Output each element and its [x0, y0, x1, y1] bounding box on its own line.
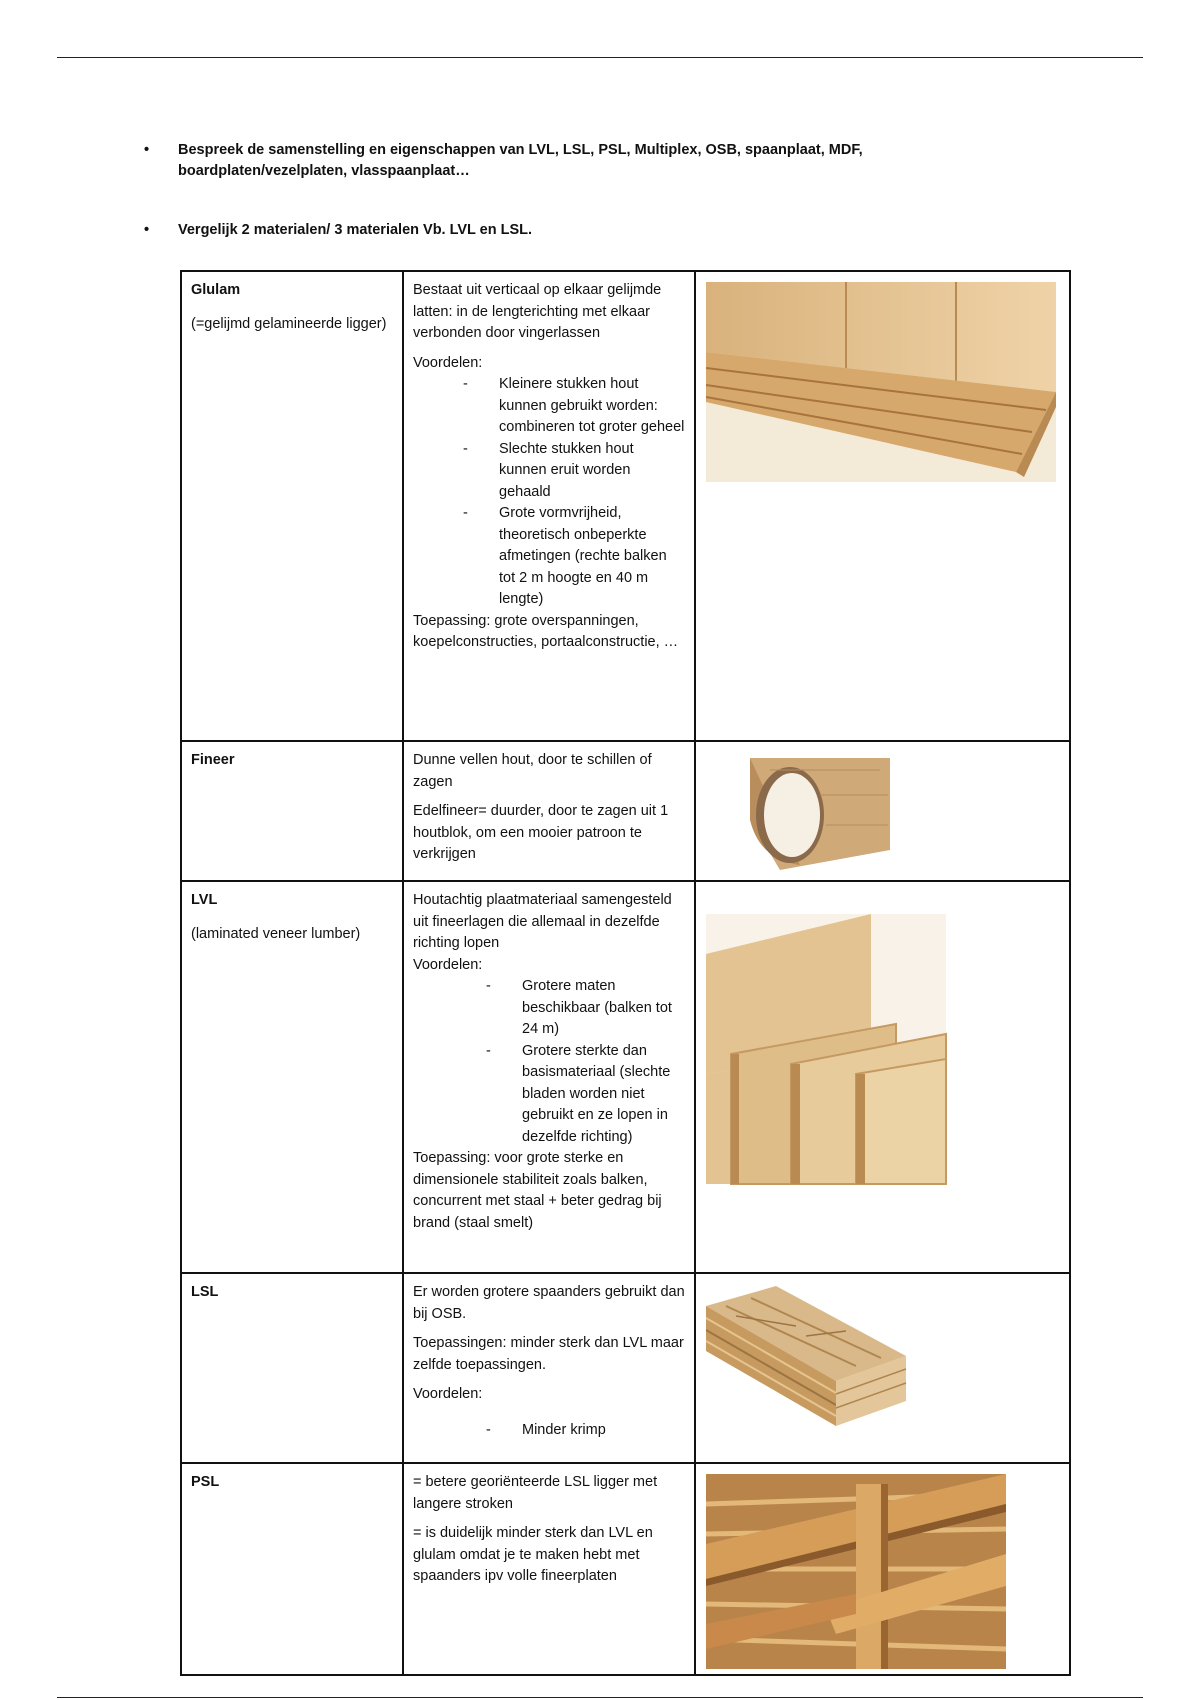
material-name-cell	[181, 271, 403, 741]
lvl-boards-image	[706, 914, 956, 1194]
advantage-item: - Grotere sterkte dan basismateriaal (slechte bladen worden niet gebruikt en ze lopen in dezelfde richting)	[413, 1041, 685, 1149]
application-text: Toepassing: voor grote sterke en dimensionele stabiliteit zoals balken, concurrent met staal + beter gedrag bij brand (staal smelt)	[413, 1150, 662, 1231]
material-subtitle: (laminated veneer lumber)	[191, 925, 361, 942]
material-description-extra: Toepassingen: minder sterk dan LVL maar zelfde toepassingen.	[413, 1335, 684, 1373]
material-description: Dunne vellen hout, door te schillen of zagen	[413, 752, 652, 790]
table-row-psl	[181, 1463, 1070, 1675]
advantages-list	[413, 976, 685, 1148]
material-image-cell	[695, 741, 1070, 881]
material-name: PSL	[191, 1474, 220, 1490]
advantage-item: - Grotere maten beschikbaar (balken tot 24 m)	[413, 976, 685, 1041]
material-description: Houtachtig plaatmateriaal samengesteld uit fineerlagen die allemaal in dezelfde richting lopen	[413, 892, 672, 951]
advantages-label: Voordelen:	[413, 1386, 483, 1402]
table-row-fineer	[181, 741, 1070, 881]
material-description-extra: = is duidelijk minder sterk dan LVL en glulam omdat je te maken hebt met spaanders ipv volle fineerplaten	[413, 1525, 653, 1584]
bullet-icon: •	[144, 222, 150, 238]
table-row-glulam	[181, 271, 1070, 741]
advantages-list	[413, 374, 685, 611]
material-name-cell	[181, 1463, 403, 1675]
bullet-item	[140, 220, 960, 241]
application-text: Toepassing: grote overspanningen, koepelconstructies, portaalconstructie, …	[413, 612, 679, 650]
header-rule	[57, 57, 1143, 58]
material-name-cell	[181, 1273, 403, 1463]
material-description-cell	[403, 1273, 695, 1463]
material-description: = betere georiënteerde LSL ligger met langere stroken	[413, 1474, 658, 1512]
footer-rule	[57, 1697, 1143, 1698]
glulam-beam-image	[706, 282, 1066, 492]
material-image-cell	[695, 1273, 1070, 1463]
bullet-icon: •	[144, 142, 150, 158]
material-description-cell	[403, 1463, 695, 1675]
advantage-item: - Minder krimp	[413, 1420, 685, 1442]
advantages-list	[413, 1420, 685, 1442]
material-description-cell	[403, 271, 695, 741]
material-name: LVL	[191, 892, 218, 908]
material-description-cell	[403, 741, 695, 881]
advantage-item: - Grote vormvrijheid, theoretisch onbeperkte afmetingen (rechte balken tot 2 m hoogte en 40 m lengte)	[413, 503, 685, 611]
veneer-roll-image	[730, 750, 930, 875]
psl-roof-structure-image	[706, 1474, 1016, 1674]
advantage-item: - Kleinere stukken hout kunnen gebruikt worden: combineren tot groter geheel	[413, 374, 685, 439]
material-name: Fineer	[191, 752, 235, 768]
material-description: Bestaat uit verticaal op elkaar gelijmde latten: in de lengterichting met elkaar verbonden door vingerlassen	[413, 282, 662, 341]
material-name: LSL	[191, 1284, 219, 1300]
bullet-text: Bespreek de samenstelling en eigenschappen van LVL, LSL, PSL, Multiplex, OSB, spaanplaat, MDF, boardplaten/vezelplaten, vlasspaanplaat…	[178, 142, 863, 179]
material-image-cell	[695, 881, 1070, 1273]
advantages-label: Voordelen:	[413, 354, 483, 371]
material-description: Er worden grotere spaanders gebruikt dan bij OSB.	[413, 1284, 685, 1322]
material-description-cell	[403, 881, 695, 1273]
material-name-cell	[181, 881, 403, 1273]
advantage-item: - Slechte stukken hout kunnen eruit worden gehaald	[413, 439, 685, 504]
lsl-beam-image	[706, 1286, 916, 1431]
advantages-label: Voordelen:	[413, 956, 483, 973]
material-image-cell	[695, 1463, 1070, 1675]
table-row-lsl	[181, 1273, 1070, 1463]
bullet-item	[140, 140, 960, 182]
material-description-extra: Edelfineer= duurder, door te zagen uit 1 houtblok, om een mooier patroon te verkrijgen	[413, 803, 669, 862]
table-row-lvl	[181, 881, 1070, 1273]
material-image-cell	[695, 271, 1070, 741]
material-name: Glulam	[191, 282, 241, 298]
question-list	[140, 140, 960, 241]
material-name-cell	[181, 741, 403, 881]
material-subtitle: (=gelijmd gelamineerde ligger)	[191, 315, 387, 332]
materials-table	[180, 270, 1071, 1676]
bullet-text: Vergelijk 2 materialen/ 3 materialen Vb. LVL en LSL.	[178, 222, 533, 238]
